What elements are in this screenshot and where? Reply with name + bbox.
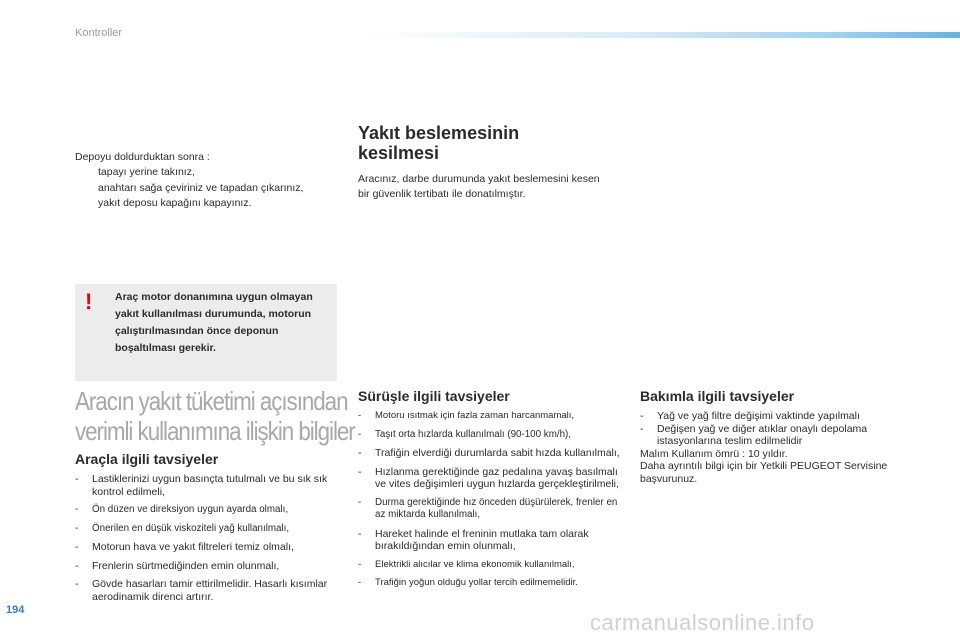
maintenance-lifetime: Malım Kullanım ömrü : 10 yıldır.	[640, 447, 788, 460]
efficiency-title-line1: Aracın yakıt tüketimi açısından	[75, 386, 348, 416]
list-item: - Önerilen en düşük viskoziteli yağ kullanılmalı,	[75, 522, 290, 534]
list-item: - Hareket halinde el freninin mutlaka tam olarak bırakıldığından emin olunmalı,	[358, 527, 589, 552]
warning-icon: !	[85, 289, 93, 314]
list-item: - Trafiğin yoğun olduğu yollar tercih edilmemelidir.	[358, 577, 578, 588]
maintenance-contact: Daha ayrıntılı bilgi için bir Yetkili PEUGEOT Servisine başvurunuz.	[640, 460, 888, 485]
refuel-steps	[75, 165, 340, 212]
warning-box	[75, 284, 337, 381]
list-item: - Değişen yağ ve diğer atıklar onaylı depolama istasyonlarına teslim edilmelidir	[640, 422, 868, 447]
list-item: tapayı yerine takınız,	[98, 166, 195, 178]
list-item: yakıt deposu kapağını kapayınız.	[98, 197, 252, 209]
driving-tips-heading: Sürüşle ilgili tavsiyeler	[358, 388, 510, 404]
fuel-cutoff-title-line1: Yakıt beslemesinin	[358, 123, 520, 143]
driving-tips-list	[358, 410, 623, 590]
vehicle-tips-list	[75, 473, 340, 603]
warning-text: Araç motor donanımına uygun olmayan yakıt kullanılması durumunda, motorun çalıştırılmasından önce deponun boşaltılması gerekir.	[115, 291, 313, 354]
fuel-cutoff-title-line2: kesilmesi	[358, 143, 440, 163]
list-item: - Motoru ısıtmak için fazla zaman harcanmamalı,	[358, 410, 575, 421]
page-number: 194	[6, 604, 25, 616]
efficiency-title-line2: verimli kullanımına ilişkin bilgiler	[75, 416, 355, 446]
watermark: carmanualsonline.info	[590, 610, 815, 635]
efficiency-title	[75, 386, 355, 446]
list-item: - Hızlanma gerektiğinde gaz pedalına yavaş basılmalı ve vites değişimleri uygun hızlarda gerçekleştirilmeli,	[358, 465, 619, 490]
list-item: - Elektrikli alıcılar ve klima ekonomik kullanılmalı,	[358, 558, 575, 570]
maintenance-tips-list	[640, 410, 905, 448]
list-item: - Frenlerin sürtmediğinden emin olunmalı,	[75, 559, 280, 572]
maintenance-tips-heading: Bakımla ilgili tavsiyeler	[640, 388, 795, 404]
maintenance-tips-section	[640, 388, 905, 485]
refuel-intro: Depoyu doldurduktan sonra :	[75, 151, 210, 163]
fuel-cutoff-section	[358, 123, 628, 202]
vehicle-tips-section	[75, 451, 340, 609]
list-item: - Yağ ve yağ filtre değişimi vaktinde yapılmalı	[640, 410, 860, 422]
list-item: - Ön düzen ve direksiyon uygun ayarda olmalı,	[75, 504, 289, 515]
list-item: - Durma gerektiğinde hız önceden düşürülerek, frenler en az miktarda kullanılmalı,	[358, 496, 618, 520]
driving-tips-section	[358, 388, 623, 596]
list-item: - Taşıt orta hızlarda kullanılmalı (90-100 km/h),	[358, 428, 572, 440]
fuel-cutoff-body: Aracınız, darbe durumunda yakıt beslemesini kesen bir güvenlik tertibatı ile donatılmıştır.	[358, 173, 600, 200]
section-title: Kontroller	[75, 27, 123, 39]
vehicle-tips-heading: Araçla ilgili tavsiyeler	[75, 451, 219, 467]
list-item: - Gövde hasarları tamir ettirilmelidir. Hasarlı kısımlar aerodinamik direnci artırır.	[75, 578, 328, 603]
refuel-block	[75, 150, 340, 212]
list-item: anahtarı sağa çeviriniz ve tapadan çıkarınız,	[98, 181, 304, 194]
list-item: - Motorun hava ve yakıt filtreleri temiz olmalı,	[75, 541, 294, 553]
list-item: - Trafiğin elverdiği durumlarda sabit hızda kullanılmalı,	[358, 447, 620, 459]
list-item: - Lastiklerinizi uygun basınçta tutulmalı ve bu sık sık kontrol edilmeli,	[75, 473, 328, 498]
header-accent-bar	[360, 32, 960, 38]
